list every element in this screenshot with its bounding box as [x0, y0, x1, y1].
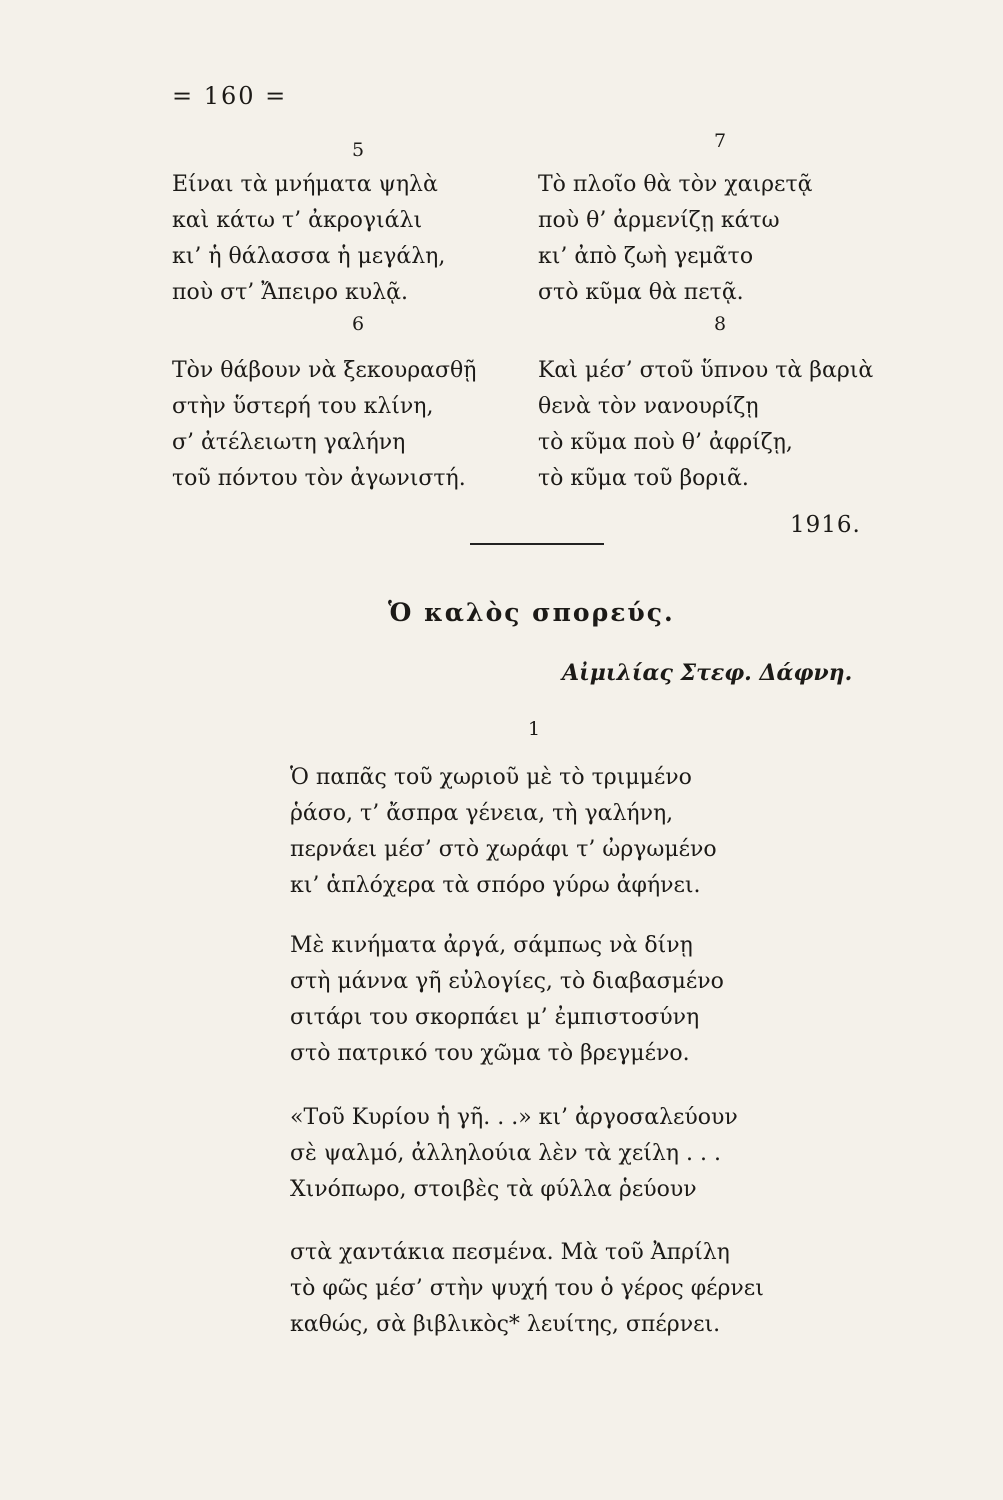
- stanza-5: [172, 167, 445, 311]
- sonnet-quatrain-1: [290, 760, 717, 904]
- verse-line: στὴ μάννα γῆ εὐλογίες, τὸ διαβασμένο: [290, 969, 724, 994]
- verse-line: καὶ κάτω τ’ ἀκρογιάλι: [172, 208, 423, 233]
- verse-line: Ὁ παπᾶς τοῦ χωριοῦ μὲ τὸ τριμμένο: [290, 765, 692, 790]
- stanza-number: 7: [713, 130, 727, 152]
- section-number: 1: [527, 718, 541, 740]
- poem-title: Ὁ καλὸς σπορεύς.: [388, 598, 675, 627]
- verse-line: καθώς, σὰ βιβλικὸς* λευίτης, σπέρνει.: [290, 1312, 721, 1337]
- sonnet-quatrain-2: [290, 928, 724, 1072]
- sonnet-tercet-2: [290, 1235, 764, 1343]
- stanza-8: [538, 353, 873, 497]
- verse-line: ποὺ στ’ Ἄπειρο κυλᾷ.: [172, 280, 408, 305]
- verse-line: στὴν ὕστερή του κλίνη,: [172, 394, 434, 419]
- page-number: = 160 =: [172, 82, 288, 110]
- verse-line: τὸ κῦμα ποὺ θ’ ἀφρίζῃ,: [538, 430, 793, 455]
- verse-line: σιτάρι του σκορπάει μ’ ἐμπιστοσύνη: [290, 1005, 700, 1030]
- verse-line: στὸ πατρικό του χῶμα τὸ βρεγμένο.: [290, 1041, 690, 1066]
- verse-line: κι’ ἡ θάλασσα ἡ μεγάλη,: [172, 244, 446, 269]
- verse-line: τὸ κῦμα τοῦ βοριᾶ.: [538, 466, 749, 491]
- poem-author: Αἰμιλίας Στεφ. Δάφνη.: [562, 660, 853, 686]
- verse-line: τὸ φῶς μέσ’ στὴν ψυχή του ὁ γέρος φέρνει: [290, 1276, 764, 1301]
- stanza-number: 6: [351, 313, 365, 335]
- verse-line: τοῦ πόντου τὸν ἀγωνιστή.: [172, 466, 466, 491]
- stanza-7: [538, 167, 812, 311]
- stanza-number: 5: [351, 139, 365, 161]
- verse-line: στὰ χαντάκια πεσμένα. Μὰ τοῦ Ἀπρίλη: [290, 1240, 730, 1265]
- verse-line: στὸ κῦμα θὰ πετᾷ.: [538, 280, 744, 305]
- verse-line: κι’ ἁπλόχερα τὰ σπόρο γύρω ἀφήνει.: [290, 873, 701, 898]
- verse-line: Τὸ πλοῖο θὰ τὸν χαιρετᾷ: [538, 172, 813, 197]
- verse-line: Τὸν θάβουν νὰ ξεκουρασθῇ: [172, 358, 477, 383]
- sonnet-tercet-1: [290, 1100, 738, 1208]
- stanza-6: [172, 353, 476, 497]
- stanza-number: 8: [713, 313, 727, 335]
- poem-date: 1916.: [790, 512, 861, 538]
- verse-line: θενὰ τὸν νανουρίζῃ: [538, 394, 759, 419]
- verse-line: Μὲ κινήματα ἀργά, σάμπως νὰ δίνῃ: [290, 933, 693, 958]
- verse-line: Χινόπωρο, στοιβὲς τὰ φύλλα ῥεύουν: [290, 1177, 697, 1202]
- verse-line: ποὺ θ’ ἀρμενίζῃ κάτω: [538, 208, 780, 233]
- verse-line: Καὶ μέσ’ στοῦ ὕπνου τὰ βαριὰ: [538, 358, 874, 383]
- verse-line: σὲ ψαλμό, ἀλληλούια λὲν τὰ χείλη . . .: [290, 1141, 721, 1166]
- verse-line: Είναι τὰ μνήματα ψηλὰ: [172, 172, 438, 197]
- verse-line: κι’ ἀπὸ ζωὴ γεμᾶτο: [538, 244, 754, 269]
- verse-line: «Τοῦ Κυρίου ἡ γῆ. . .» κι’ ἀργοσαλεύουν: [290, 1105, 738, 1130]
- verse-line: περνάει μέσ’ στὸ χωράφι τ’ ὠργωμένο: [290, 837, 717, 862]
- verse-line: ῥάσο, τ’ ἄσπρα γένεια, τὴ γαλήνη,: [290, 801, 674, 826]
- verse-line: σ’ ἀτέλειωτη γαλήνη: [172, 430, 406, 455]
- section-divider: [470, 543, 604, 545]
